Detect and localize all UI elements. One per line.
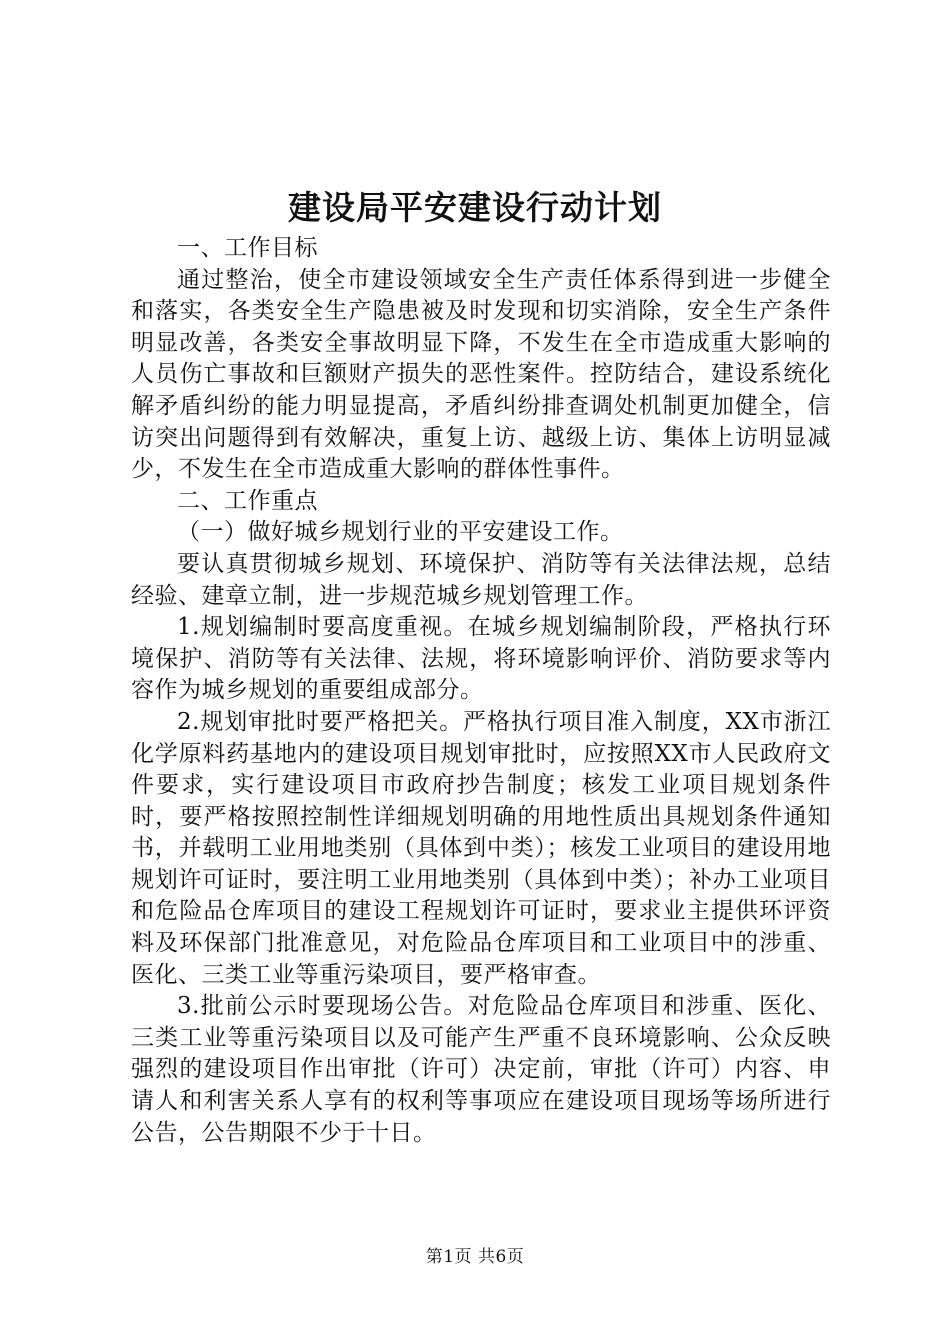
subsection-heading-planning: （一）做好城乡规划行业的平安建设工作。: [177, 519, 624, 546]
page-footer: 第1页 共6页: [425, 1247, 525, 1267]
paragraph-item-2: 2.规划审批时要严格把关。严格执行项目准入制度，XX市浙江化学原料药基地内的建设项目规划审批时，应按照XX市人民政府文件要求，实行建设项目市政府抄告制度；核发工业项目规划条件时，要严格按照控制性详细规划明确的用地性质出具规划条件通知书，并载明工业用地类别（具体到中类）；核发工业项目的建设用地规划许可证时，要注明工业用地类别（具体到中类）；补办工业项目和危险品仓库项目的建设工程规划许可证时，要求业主提供环评资料及环保部门批准意见，对危险品仓库项目和工业项目中的涉重、医化、三类工业等重污染项目，要严格审查。: [131, 708, 831, 988]
document-title: 建设局平安建设行动计划: [288, 188, 662, 227]
paragraph-goals: 通过整治，使全市建设领域安全生产责任体系得到进一步健全和落实，各类安全生产隐患被及时发现和切实消除，安全生产条件明显改善，各类安全事故明显下降，不发生在全市造成重大影响的人员伤亡事故和巨额财产损失的恶性案件。控防结合，建设系统化解矛盾纠纷的能力明显提高，矛盾纠纷排查调处机制更加健全，信访突出问题得到有效解决，重复上访、越级上访、集体上访明显减少，不发生在全市造成重大影响的群体性事件。: [131, 266, 831, 483]
document-body: [131, 233, 831, 1149]
paragraph-planning-intro: 要认真贯彻城乡规划、环境保护、消防等有关法律法规，总结经验、建章立制，进一步规范城乡规划管理工作。: [131, 550, 831, 609]
paragraph-item-1: 1.规划编制时要高度重视。在城乡规划编制阶段，严格执行环境保护、消防等有关法律、法规，将环境影响评价、消防要求等内容作为城乡规划的重要组成部分。: [131, 614, 831, 704]
section-heading-goals: 一、工作目标: [177, 235, 318, 261]
section-heading-focus: 二、工作重点: [177, 487, 318, 514]
paragraph-item-3: 3.批前公示时要现场公告。对危险品仓库项目和涉重、医化、三类工业等重污染项目以及可能产生严重不良环境影响、公众反映强烈的建设项目作出审批（许可）决定前，审批（许可）内容、申请人和利害关系人享有的权利等事项应在建设项目现场等场所进行公告，公告期限不少于十日。: [131, 993, 831, 1146]
